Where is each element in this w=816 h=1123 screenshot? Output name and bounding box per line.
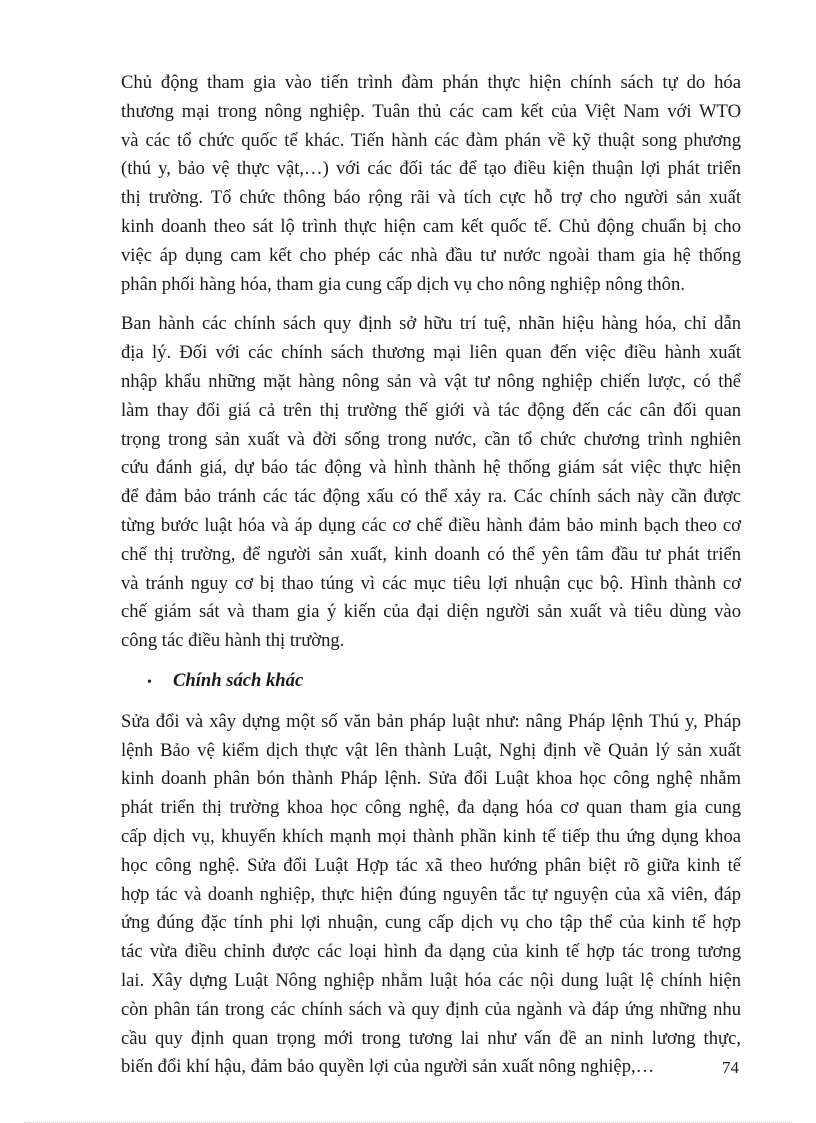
bullet-icon: • bbox=[147, 674, 152, 690]
text-line: cầu quy định quan trọng mới trong tương lai như vấn đề an ninh lương thực, bbox=[121, 1027, 741, 1049]
page-number: 74 bbox=[722, 1058, 739, 1077]
text-line: tác vừa điều chỉnh được các loại hình đa dạng của kinh tế hợp tác trong tương bbox=[121, 941, 741, 963]
paragraph-trade-negotiation bbox=[121, 69, 741, 299]
page-body bbox=[121, 69, 741, 1093]
text-line: công tác điều hành thị trường. bbox=[121, 630, 345, 652]
text-line: thị trường. Tổ chức thông báo rộng rãi và tích cực hỗ trợ cho người sản xuất bbox=[121, 187, 741, 209]
text-line: kinh doanh phân bón thành Pháp lệnh. Sửa đổi Luật khoa học công nghệ nhằm bbox=[121, 768, 741, 790]
text-line: chế giám sát và tham gia ý kiến của đại diện người sản xuất và tiêu dùng vào bbox=[121, 601, 741, 623]
text-line: phân phối hàng hóa, tham gia cung cấp dịch vụ cho nông nghiệp nông thôn. bbox=[121, 273, 685, 295]
text-line: Chủ động tham gia vào tiến trình đàm phán thực hiện chính sách tự do hóa bbox=[121, 72, 741, 93]
text-line: Sửa đổi và xây dựng một số văn bản pháp luật như: nâng Pháp lệnh Thú y, Pháp bbox=[121, 710, 741, 732]
text-line: cấp dịch vụ, khuyến khích mạnh mọi thành phần kinh tế tiếp thu ứng dụng khoa bbox=[121, 825, 741, 847]
text-line: trọng trong sản xuất và đời sống trong nước, cần tổ chức chương trình nghiên bbox=[121, 428, 741, 450]
text-line: hợp tác và doanh nghiệp, thực hiện đúng nguyên tắc tự nguyện của xã viên, đáp bbox=[121, 883, 741, 905]
text-line: học công nghệ. Sửa đổi Luật Hợp tác xã theo hướng phân biệt rõ giữa kinh tế bbox=[121, 854, 741, 876]
paragraph-intellectual-property bbox=[121, 310, 741, 656]
paragraph-other-policies bbox=[121, 708, 741, 1082]
text-line: làm thay đổi giá cả trên thị trường thế giới và tác động đến các cân đối quan bbox=[121, 399, 741, 421]
section-heading: Chính sách khác bbox=[173, 669, 304, 691]
text-line: lệnh Bảo vệ kiểm dịch thực vật lên thành Luật, Nghị định về Quản lý sản xuất bbox=[121, 739, 741, 761]
text-line: và tránh nguy cơ bị thao túng vì các mục tiêu lợi nhuận cục bộ. Hình thành cơ bbox=[121, 572, 741, 594]
text-line: lai. Xây dựng Luật Nông nghiệp nhằm luật hóa các nội dung luật lệ chính hiện bbox=[121, 969, 741, 991]
text-line: từng bước luật hóa và áp dụng các cơ chế điều hành đảm bảo minh bạch theo cơ bbox=[121, 514, 741, 536]
text-line: và các tổ chức quốc tế khác. Tiến hành các đàm phán về kỹ thuật song phương bbox=[121, 129, 741, 151]
text-line: kinh doanh theo sát lộ trình thực hiện cam kết quốc tế. Chủ động chuẩn bị cho bbox=[121, 215, 741, 237]
text-line: để đảm bảo tránh các tác động xấu có thể xảy ra. Các chính sách này cần được bbox=[121, 486, 741, 508]
text-line: chế thị trường, để người sản xuất, kinh doanh có thể yên tâm đầu tư phát triển bbox=[121, 543, 741, 565]
text-line: phát triển thị trường khoa học công nghệ, đa dạng hóa cơ quan tham gia cung bbox=[121, 797, 741, 819]
text-line: nhập khẩu những mặt hàng nông sản và vật tư nông nghiệp chiến lược, có thể bbox=[121, 370, 741, 392]
text-line: địa lý. Đối với các chính sách thương mại liên quan đến việc điều hành xuất bbox=[121, 342, 741, 364]
text-line: việc áp dụng cam kết cho phép các nhà đầu tư nước ngoài tham gia hệ thống bbox=[121, 244, 741, 266]
text-line: cứu đánh giá, dự báo tác động và hình thành hệ thống giám sát việc thực hiện bbox=[121, 457, 741, 479]
text-line: Ban hành các chính sách quy định sở hữu trí tuệ, nhãn hiệu hàng hóa, chỉ dẫn bbox=[121, 313, 741, 335]
text-line: còn phân tán trong các chính sách và quy định của ngành và đáp ứng những nhu bbox=[121, 998, 741, 1020]
text-line: ứng đúng đặc tính phi lợi nhuận, cung cấp dịch vụ cho tập thể của kinh tế hợp bbox=[121, 912, 741, 934]
section-bullet bbox=[121, 667, 741, 698]
text-line: biến đổi khí hậu, đảm bảo quyền lợi của người sản xuất nông nghiệp,… bbox=[121, 1056, 655, 1078]
text-line: (thú y, bảo vệ thực vật,…) với các đối tác để tạo điều kiện thuận lợi phát triển bbox=[121, 158, 741, 180]
text-line: thương mại trong nông nghiệp. Tuân thủ các cam kết của Việt Nam với WTO bbox=[121, 100, 741, 122]
